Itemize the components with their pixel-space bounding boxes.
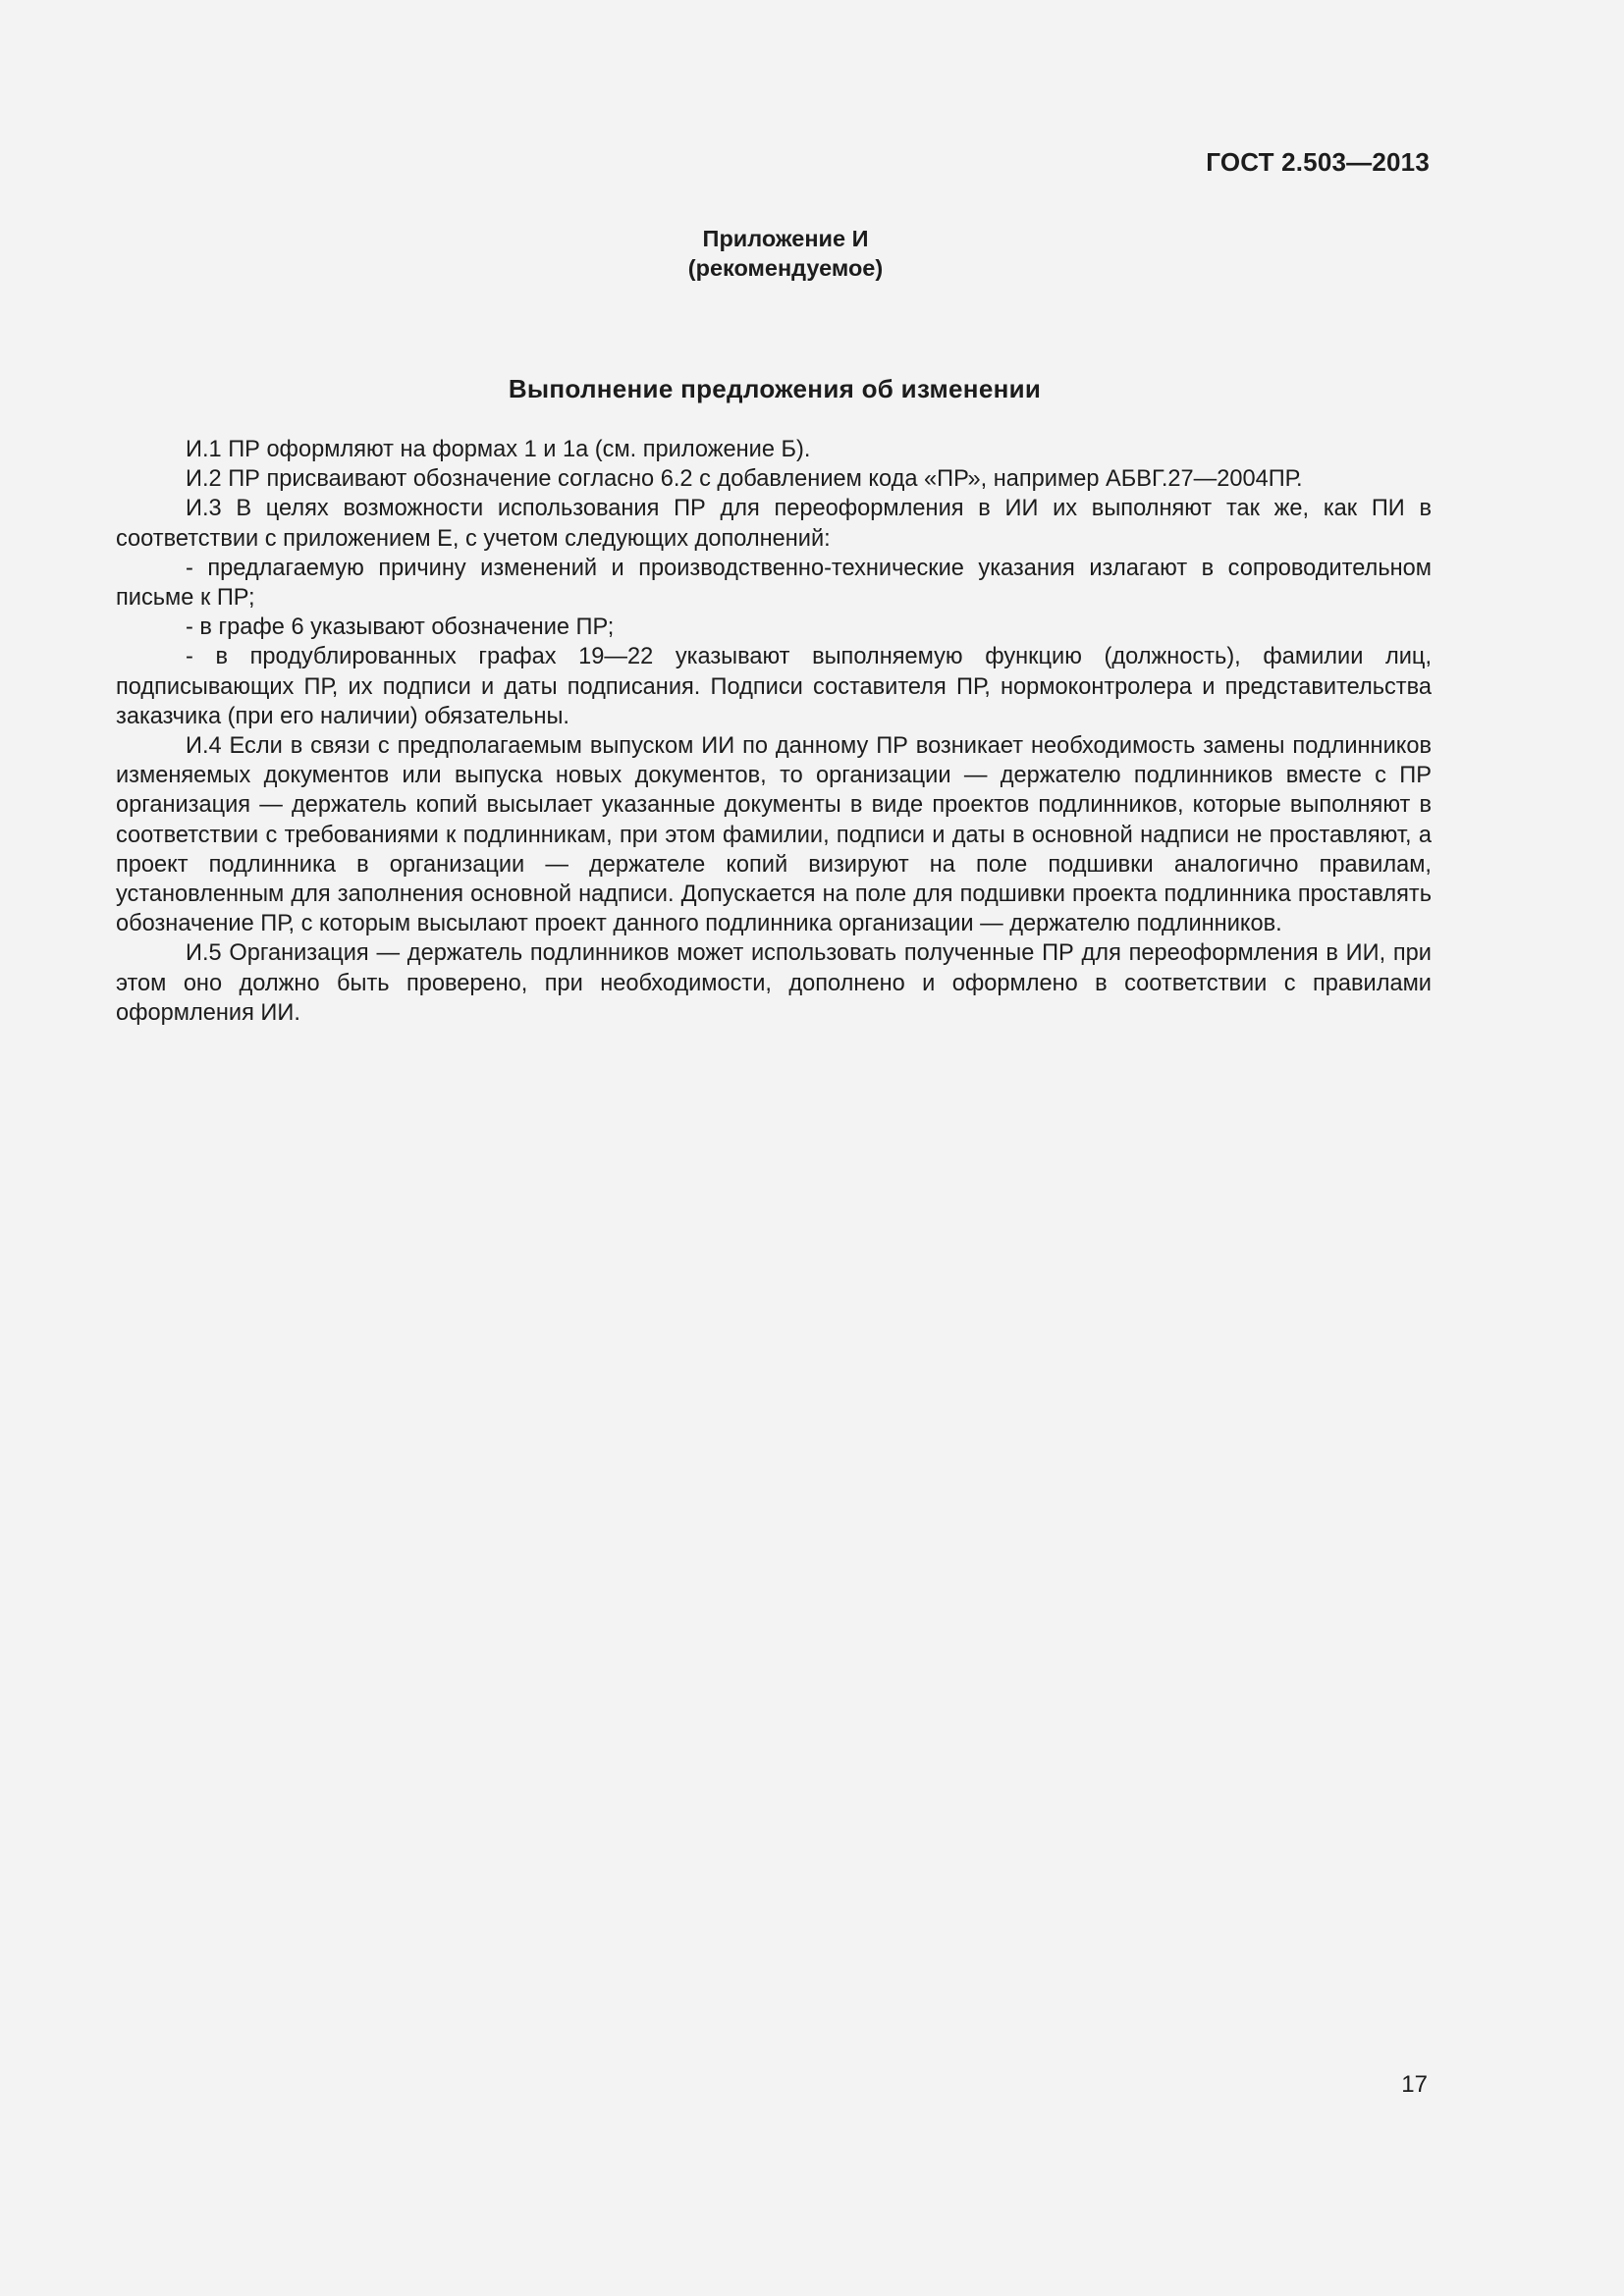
annex-status: (рекомендуемое) [687,255,884,281]
annex-title: Приложение И [702,226,869,251]
paragraph-i3: И.3 В целях возможности использования ПР для переоформления в ИИ их выполняют так же, как ПИ в соответствии с приложением Е, с учетом следующих дополнений: [116,496,1432,552]
paragraph-i1: И.1 ПР оформляют на формах 1 и 1а (см. приложение Б). [186,437,811,462]
paragraph-i5: И.5 Организация — держатель подлинников может использовать полученные ПР для переоформления в ИИ, при этом оно должно быть проверено, при необходимости, дополнено и оформлено в соответствии с правилами оформления ИИ. [116,940,1432,1026]
body-text [116,435,1432,1028]
list-item-reason: - предлагаемую причину изменений и производственно-технические указания излагают в сопроводительном письме к ПР; [116,555,1432,612]
page-number: 17 [1401,2071,1428,2098]
section-title: Выполнение предложения об изменении [508,374,1042,403]
paragraph-i2: И.2 ПР присваивают обозначение согласно 6.2 с добавлением кода «ПР», например АБВГ.27—2004ПР. [186,466,1303,493]
document-code: ГОСТ 2.503—2013 [1206,147,1430,177]
list-item-column-6: - в графе 6 указывают обозначение ПР; [186,614,615,641]
list-item-columns-19-22: - в продублированных графах 19—22 указывают выполняемую функцию (должность), фамилии лиц, подписывающих ПР, их подписи и даты подписания. Подписи составителя ПР, нормоконтролера и представительства заказчика (при его наличии) обязательны. [116,644,1432,729]
paragraph-i4: И.4 Если в связи с предполагаемым выпуском ИИ по данному ПР возникает необходимость замены подлинников изменяемых документов или выпуска новых документов, то организации — держателю подлинников вместе с ПР организация — держатель копий высылает указанные документы в виде проектов подлинников, которые выполняют в соответствии с требованиями к подлинникам, при этом фамилии, подписи и даты в основной надписи не проставляют, а проект подлинника в организации — держателе копий визируют на поле подшивки аналогично правилам, установленным для заполнения основной надписи. Допускается на поле для подшивки проекта подлинника проставлять обозначение ПР, с которым высылают проект данного подлинника организации — держателю подлинников. [116,733,1432,937]
annex-heading [0,224,1571,283]
